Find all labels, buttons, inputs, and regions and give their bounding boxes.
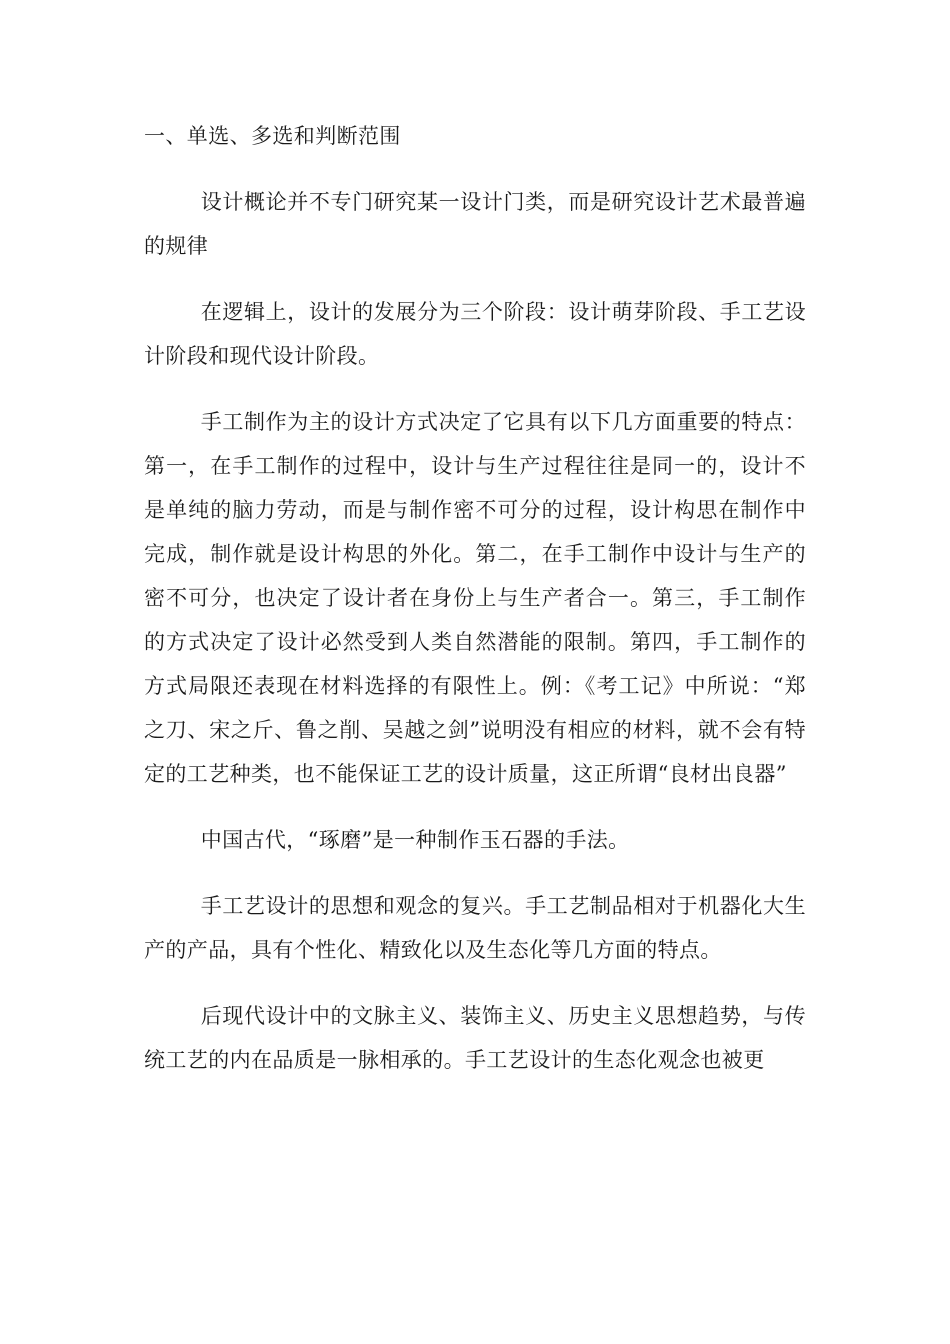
paragraph-handcraft-features: 手工制作为主的设计方式决定了它具有以下几方面重要的特点：第一，在手工制作的过程中，设计与生产过程往往是同一的，设计不是单纯的脑力劳动，而是与制作密不可分的过程，设计构思在制作中完成，制作就是设计构思的外化。第二，在手工制作中设计与生产的密不可分，也决定了设计者在身份上与生产者合一。第三，手工制作的方式决定了设计必然受到人类自然潜能的限制。第四，手工制作的方式局限还表现在材料选择的有限性上。例：《考工记》中所说：“郑之刀、宋之斤、鲁之削、吴越之剑”说明没有相应的材料，就不会有特定的工艺种类，也不能保证工艺的设计质量，这正所谓“良材出良器” xyxy=(144,410,806,786)
paragraph-zhuomo: 中国古代，“琢磨”是一种制作玉石器的手法。 xyxy=(200,828,630,852)
paragraph-handcraft-revival: 手工艺设计的思想和观念的复兴。手工艺制品相对于机器化大生产的产品，具有个性化、精致化以及生态化等几方面的特点。 xyxy=(144,894,806,962)
paragraph-postmodern-design: 后现代设计中的文脉主义、装饰主义、历史主义思想趋势，与传统工艺的内在品质是一脉相承的。手工艺设计的生态化观念也被更 xyxy=(144,1004,806,1072)
section-heading: 一、单选、多选和判断范围 xyxy=(144,124,401,148)
document-body xyxy=(144,114,806,1104)
paragraph-design-stages: 在逻辑上，设计的发展分为三个阶段：设计萌芽阶段、手工艺设计阶段和现代设计阶段。 xyxy=(144,300,806,368)
paragraph-design-theory-scope: 设计概论并不专门研究某一设计门类，而是研究设计艺术最普遍的规律 xyxy=(144,190,806,258)
